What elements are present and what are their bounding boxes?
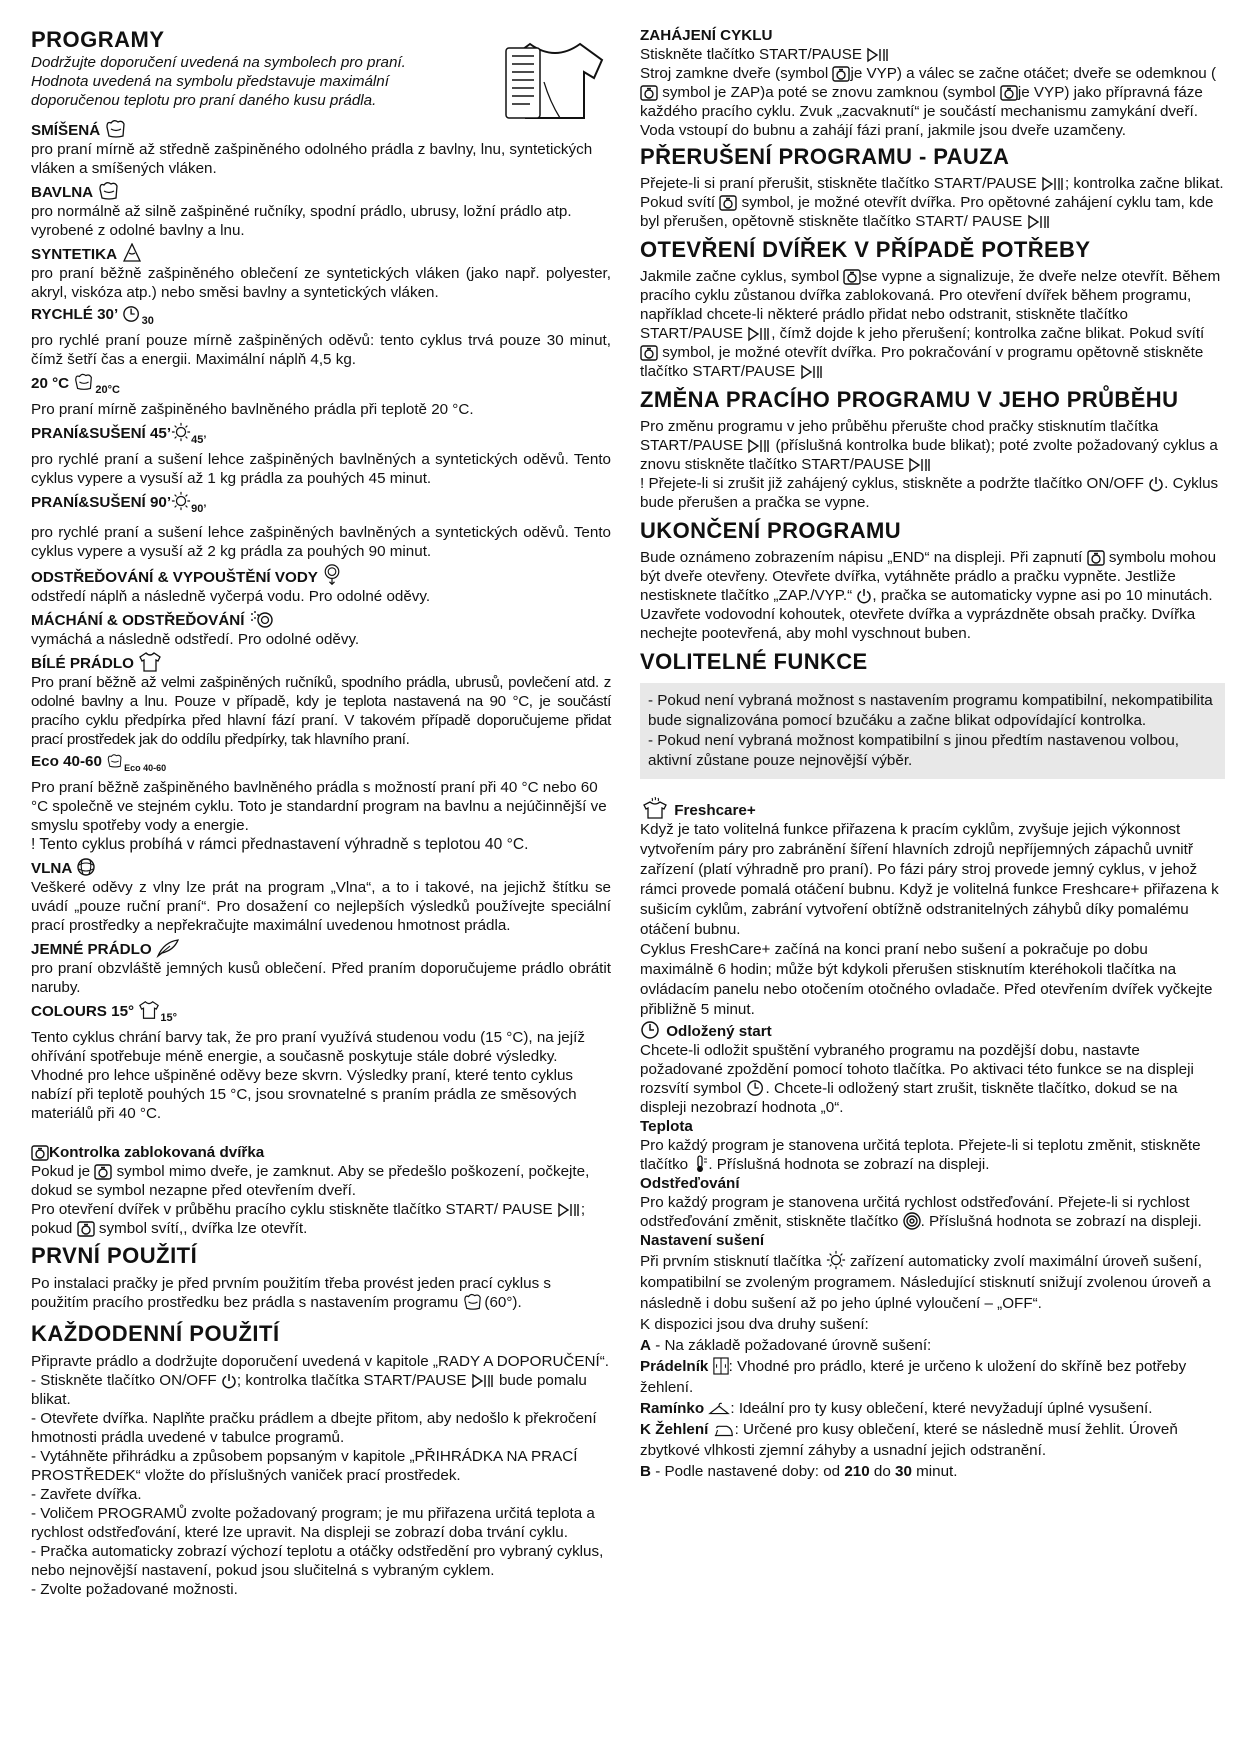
program-name: Eco 40-60 <box>31 753 102 770</box>
text: do <box>869 1463 896 1480</box>
daily-use-step: Připravte prádlo a dodržujte doporučení uvedená v kapitole „RADY A DOPORUČENÍ“. <box>31 1353 609 1370</box>
text: (příslušná kontrolka bude blikat); poté zvolte požadovaný cyklus a znovu stiskněte tlačítko START/PAUSE <box>640 437 1218 473</box>
text: symbol, je možné otevřít dvířka. Pro opětovné zahájení cyklu tam, kde byl přerušen, opětovně stiskněte tlačítko START/ PAUSE <box>640 194 1214 230</box>
program-rapid-30 <box>31 305 611 369</box>
start-pause-icon <box>800 364 824 380</box>
program-colours-15 <box>31 1000 611 1123</box>
program-description: vymáchá a následně odstředí. Pro odolné oděvy. <box>31 631 360 648</box>
delay-start-icon <box>640 1020 662 1040</box>
text: Pro každý program je stanovena určitá rychlost odstřeďování. Přejete-li si rychlost odstřeďování změnit, stiskněte tlačítko <box>640 1194 1190 1230</box>
program-name: VLNA <box>31 860 72 877</box>
change-program-title: ZMĚNA PRACÍHO PROGRAMU V JEHO PRŮBĚHU <box>640 387 1179 412</box>
wash-dry-45-icon <box>171 422 191 442</box>
delay-start-title: Odložený start <box>666 1023 772 1040</box>
pause-section <box>640 144 1225 231</box>
start-title: ZAHÁJENÍ CYKLU <box>640 27 773 44</box>
door-lock-icon <box>832 66 850 82</box>
program-name: PRANÍ&SUŠENÍ 90’ <box>31 494 172 511</box>
text: : Vhodné pro prádlo, které je určeno k uložení do skříně bez potřeby žehlení. <box>640 1358 1187 1396</box>
program-name: PRANÍ&SUŠENÍ 45’ <box>31 425 172 442</box>
power-icon <box>1148 476 1164 492</box>
pause-title: PŘERUŠENÍ PROGRAMU - PAUZA <box>640 144 1010 169</box>
text: Bude oznámeno zobrazením nápisu „END“ na displeji. Při zapnutí <box>640 549 1083 566</box>
text: symbol svítí,, dvířka lze otevřít. <box>98 1220 308 1237</box>
text: - Na základě požadované úrovně sušení: <box>650 1337 932 1354</box>
options-title: VOLITELNÉ FUNKCE <box>640 649 868 674</box>
door-lock-icon <box>843 269 861 285</box>
text: Pokud je <box>31 1163 91 1180</box>
start-pause-icon <box>471 1373 495 1389</box>
eco-40-60-icon <box>106 752 124 770</box>
temperature-title: Teplota <box>640 1118 693 1135</box>
door-lock-icon <box>1000 85 1018 101</box>
daily-use-step: - Vytáhněte přihrádku a způsobem popsaným v kapitole „PŘIHRÁDKA NA PRACÍ PROSTŘEDEK“ vložte do příslušných vaniček prací prostředek. <box>31 1448 578 1484</box>
text: 30 <box>895 1463 912 1480</box>
wash-dry-90-icon <box>171 491 191 511</box>
daily-use-step: - Otevřete dvířka. Naplňte pračku prádlem a dbejte přitom, aby nedošlo k překročení hmotnosti prádla uvedené v tabulce programů. <box>31 1410 597 1446</box>
daily-use-section <box>31 1320 611 1599</box>
mixed-icon <box>104 119 128 139</box>
program-name: SMÍŠENÁ <box>31 122 101 139</box>
text: je VYP) jako přípravná fáze každého pracího cyklu. Zvuk „zacvaknutí“ je součástí mechanismu zamykání dveří. Voda vstoupí do bubnu a zahájí fázi praní, jakmile jsou dveře uzamčeny. <box>640 84 1203 139</box>
text: minut. <box>911 1463 958 1480</box>
program-spin-drain <box>31 564 611 606</box>
text: Přejete-li si praní přerušit, stiskněte tlačítko START/PAUSE <box>640 175 1037 192</box>
text: A <box>640 1337 651 1354</box>
daily-use-title: KAŽDODENNÍ POUŽITÍ <box>31 1321 280 1346</box>
text: ; pokud <box>31 1201 586 1237</box>
hanger-icon <box>708 1401 730 1417</box>
program-description: Pro praní běžně zašpiněného bavlněného prádla s možností praní při 40 °C nebo 60 °C společně ve stejném cyklu. Toto je standardní program na bavlnu a nejúčinnější ve smyslu spotřeby vody a energie. <box>31 779 607 834</box>
spin-drain-icon <box>322 564 342 586</box>
spin-icon <box>903 1212 921 1230</box>
text: symbol, je možné otevřít dvířka. Pro pokračování v programu opětovně stiskněte tlačítko START/PAUSE <box>640 344 1204 380</box>
program-description: Veškeré oděvy z vlny lze prát na program „Vlna“, a to i takové, na jejichž štítku se uvádí „pouze ruční praní“. Pro dosažení co nejlepších výsledků používejte speciální prací prostředky a nepřekračujte maximální uvedenou hmotnost prádla. <box>31 879 611 934</box>
text: , čímž dojde k jeho přerušení; kontrolka začne blikat. Pokud svítí <box>771 325 1205 342</box>
text: : Určené pro kusy oblečení, které se následně musí žehlit. Úroveň zbytkové vlhkosti zjemní záhyby a usnadní jejich odstranění. <box>640 1421 1178 1459</box>
icon-label: 90’ <box>191 503 207 515</box>
text: symbol je ZAP)a poté se znovu zamknou (symbol <box>662 84 996 101</box>
door-lock-icon <box>1087 550 1105 566</box>
compatibility-note-box <box>640 683 1225 779</box>
text: zařízení automaticky zvolí maximální úroveň sušení, kompatibilní se zvoleným programem. Následující stisknutí snižují zvolenou úroveň a následně i dobu sušení až po jeho úplné vyloučení – „OFF“. <box>640 1253 1211 1312</box>
text: Pro každý program je stanovena určitá teplota. Přejete-li si teplotu změnit, stiskněte tlačítko <box>640 1137 1201 1173</box>
iron-icon <box>713 1422 735 1438</box>
spin-title: Odstřeďování <box>640 1175 740 1192</box>
door-lock-icon <box>640 345 658 361</box>
program-description: Pro praní mírně zašpiněného bavlněného prádla při teplotě 20 °C. <box>31 401 474 418</box>
door-lock-title: Kontrolka zablokovaná dvířka <box>49 1144 265 1161</box>
first-use-section <box>31 1242 611 1312</box>
program-white <box>31 652 611 749</box>
drying-types: K dispozici jsou dva druhy sušení: <box>640 1316 869 1333</box>
programs-title: PROGRAMY <box>31 27 165 52</box>
program-name: 20 °C <box>31 375 70 392</box>
start-pause-icon <box>747 438 771 454</box>
door-lock-section <box>31 1143 611 1238</box>
compatibility-note: - Pokud není vybraná možnost kompatibilní s jinou předtím nastavenou volbou, aktivní zůstane pouze nejnovější výběr. <box>648 732 1180 769</box>
text: Pro změnu programu v jeho průběhu přerušte chod pračky stisknutím tlačítka START/PAUSE <box>640 418 1159 454</box>
program-description: Pro praní běžně až velmi zašpiněných ručníků, spodního prádla, ubrusů, povlečení atd. z odolné bavlny a lnu. Pouze v případě, kdy je teplota nastavená na 90 °C, je součástí pracího cyklu předpírka před hlavní fází praní. V takovém případě doporučujeme přidat prací prostředek jak do oddílu předpírky, tak hlavního praní. <box>31 674 611 748</box>
drying-title: Nastavení sušení <box>640 1232 765 1249</box>
start-pause-icon <box>908 457 932 473</box>
program-name: SYNTETIKA <box>31 246 117 263</box>
freshcare-text: Když je tato volitelná funkce přiřazena k pracím cyklům, zvyšuje jejich výkonnost vytvořením páry pro zabránění šíření hlavních zdrojů nepříjemných zápachů uvnitř zařízení (platí výhradně pro praní). Po fázi páry stroj provede jemný cyklus, v jehož rámci provede pomalá otáčení bubnu. Když je volitelná funkce Freshcare+ přiřazena k sušicím cyklům, zabrání vytvoření obtížně odstranitelných záhybů díky pomalému otáčení bubnu. <box>640 821 1219 938</box>
program-description: pro praní mírně až středně zašpiněného odolného prádla z bavlny, lnu, syntetických vláken a smíšených vláken. <box>31 141 593 177</box>
text: . Cyklus bude přerušen a pračka se vypne. <box>640 475 1219 511</box>
cupboard-icon <box>713 1357 729 1375</box>
programs-intro: Dodržujte doporučení uvedená na symbolech pro praní. Hodnota uvedená na symbolu představuje maximální doporučenou teplotu pro praní daného kusu prádla. <box>31 54 406 109</box>
freshcare-title: Freshcare+ <box>674 802 756 819</box>
text: symbol mimo dveře, je zamknut. Aby se předešlo poškození, počkejte, dokud se symbol nezapne před otevřením dveří. <box>31 1163 590 1199</box>
icon-label: 30 <box>141 315 154 327</box>
program-description: pro rychlé praní a sušení lehce zašpiněných bavlněných a syntetických oděvů. Tento cyklus vypere a vysuší až 2 kg prádla za pouhých 90 minut. <box>31 524 611 560</box>
start-pause-icon <box>747 326 771 342</box>
text: se vypne a signalizuje, že dveře nelze otevřít. Během pracího cyklu zůstanou dvířka zablokovaná. Pro otevření dvířek během programu, například chcete-li některé prádlo přidat nebo odstranit, stiskněte tlačítko START/PAUSE <box>640 268 1221 342</box>
text: je VYP) a válec se začne otáčet; dveře se odemknou ( <box>850 65 1217 82</box>
program-name: JEMNÉ PRÁDLO <box>31 941 152 958</box>
rinse-spin-icon <box>249 609 273 629</box>
program-delicate <box>31 938 611 997</box>
program-description: pro praní běžně zašpiněného oblečení ze syntetických vláken (jako např. polyester, akryl, viskóza atp.) nebo směsi bavlny a syntetických vláken. <box>31 265 611 301</box>
delay-start-icon <box>746 1079 766 1097</box>
open-door-title: OTEVŘENÍ DVÍŘEK V PŘÍPADĚ POTŘEBY <box>640 237 1091 262</box>
program-description: pro normálně až silně zašpiněné ručníky, spodní prádlo, ubrusy, ložní prádlo atp. vyrobené z odolné bavlny a lnu. <box>31 203 572 239</box>
end-program-section <box>640 518 1225 643</box>
text: Prádelník <box>640 1358 709 1375</box>
daily-use-step: - Zavřete dvířka. <box>31 1486 142 1503</box>
text: bude pomalu blikat. <box>31 1372 587 1408</box>
options-section <box>640 649 1225 1482</box>
program-20c <box>31 372 611 419</box>
text: ; kontrolka začne blikat. Pokud svítí <box>640 175 1224 211</box>
20c-icon <box>73 372 95 392</box>
text: K Žehlení <box>640 1421 709 1438</box>
program-cotton <box>31 181 611 240</box>
program-eco-40-60 <box>31 752 611 854</box>
power-icon <box>221 1373 237 1389</box>
text: . Příslušná hodnota se zobrazí na displeji. <box>708 1156 990 1173</box>
start-pause-icon <box>557 1202 581 1218</box>
program-description: pro rychlé praní pouze mírně zašpiněných oděvů: tento cyklus trvá pouze 30 minut, čímž šetří čas a energii. Maximální náplň 4,5 kg. <box>31 332 611 368</box>
daily-use-step: - Zvolte požadované možnosti. <box>31 1581 238 1598</box>
program-note: ! Tento cyklus probíhá v rámci přednastavení výhradně s teplotou 40 °C. <box>31 836 529 853</box>
program-name: MÁCHÁNÍ & ODSTŘEĎOVÁNÍ <box>31 612 245 629</box>
program-name: RYCHLÉ 30’ <box>31 306 118 323</box>
start-pause-icon <box>1027 214 1051 230</box>
power-icon <box>856 588 872 604</box>
text: ! Přejete-li si zrušit již zahájený cyklus, stiskněte a podržte tlačítko ON/OFF <box>640 475 1144 492</box>
synthetic-icon <box>121 243 143 263</box>
colours-15-icon <box>138 1000 160 1020</box>
program-name: BAVLNA <box>31 184 93 201</box>
text: Stiskněte tlačítko START/PAUSE <box>640 46 862 63</box>
delicate-icon <box>156 938 180 958</box>
program-description: pro praní obzvláště jemných kusů oblečení. Před praním doporučujeme prádlo obrátit naruby. <box>31 960 611 996</box>
compatibility-note: - Pokud není vybraná možnost s nastavením programu kompatibilní, nekompatibilita bude signalizována pomocí bzučáku a začne blikat odpovídající kontrolka. <box>648 692 1213 729</box>
text: symbolu mohou být dveře otevřeny. Otevřete dvířka, vytáhněte prádlo a pračku vypněte. Jestliže nestisknete tlačítko „ZAP./VYP.“ <box>640 549 1217 604</box>
text: Jakmile začne cyklus, symbol <box>640 268 840 285</box>
wool-icon <box>76 857 96 877</box>
text: . Příslušná hodnota se zobrazí na displeji. <box>920 1213 1202 1230</box>
freshcare-text: Cyklus FreshCare+ začíná na konci praní nebo sušení a pokračuje po dobu maximálně 6 hodin; může být kdykoli přerušen stisknutím kteréhokoli tlačítka na ovládacím panelu nebo otočením otočného ovladače. Před otevřením dvířek vyčkejte přibližně 5 minut. <box>640 941 1213 1018</box>
white-shirt-icon <box>138 652 162 672</box>
cotton-icon <box>97 181 121 201</box>
change-program-section <box>640 387 1225 512</box>
daily-use-step: - Voličem PROGRAMŮ zvolte požadovaný program; je mu přiřazena určitá teplota a rychlost odstřeďování, které lze upravit. Na displeji se zobrazí doba trvání cyklu. <box>31 1505 595 1541</box>
text: ; kontrolka tlačítka START/PAUSE <box>236 1372 467 1389</box>
end-program-title: UKONČENÍ PROGRAMU <box>640 518 902 543</box>
text: Pro otevření dvířek v průběhu pracího cyklu stiskněte tlačítko START/ PAUSE <box>31 1201 553 1218</box>
program-wool <box>31 857 611 935</box>
program-wash-dry-45 <box>31 422 611 488</box>
program-wash-dry-90 <box>31 491 611 561</box>
door-lock-icon <box>94 1164 112 1180</box>
rapid-30-icon <box>122 305 142 323</box>
door-lock-icon <box>640 85 658 101</box>
text: Stroj zamkne dveře (symbol <box>640 65 829 82</box>
icon-label: 20°C <box>95 384 120 396</box>
program-mixed <box>31 119 611 178</box>
program-name: ODSTŘEĎOVÁNÍ & VYPOUŠTĚNÍ VODY <box>31 569 318 586</box>
right-column <box>640 26 1225 1482</box>
text: - Podle nastavené doby: od <box>650 1463 845 1480</box>
text: Chcete-li odložit spuštění vybraného programu na pozdější dobu, nastavte požadované zpoždění pomocí tohoto tlačítka. Po aktivaci této funkce se na displeji rozsvítí symbol <box>640 1042 1194 1097</box>
text: : Ideální pro ty kusy oblečení, které nevyžadují úplné vysušení. <box>730 1400 1153 1417</box>
cotton-icon <box>462 1293 484 1311</box>
daily-use-step: - Pračka automaticky zobrazí výchozí teplotu a otáčky odstředění pro vybraný cyklus, nebo nejnovější nastavení, pokud jsou slučitelná s vybraným cyklem. <box>31 1543 604 1579</box>
door-lock-icon <box>77 1221 95 1237</box>
start-section <box>640 26 1225 140</box>
thermometer-icon <box>692 1155 708 1173</box>
program-name: COLOURS 15° <box>31 1003 135 1020</box>
text: 210 <box>844 1463 870 1480</box>
program-description: pro rychlé praní a sušení lehce zašpiněných bavlněných a syntetických oděvů. Tento cyklus vypere a vysuší až 1 kg prádla za pouhých 45 minut. <box>31 451 611 487</box>
icon-label: 45’ <box>191 434 207 446</box>
door-lock-icon <box>31 1145 49 1161</box>
text: Při prvním stisknutí tlačítka <box>640 1253 822 1270</box>
door-lock-icon <box>719 195 737 211</box>
program-synthetic <box>31 243 611 302</box>
drying-icon <box>826 1250 846 1270</box>
program-name: BÍLÉ PRÁDLO <box>31 655 134 672</box>
icon-label: 15° <box>160 1012 177 1024</box>
program-description: Tento cyklus chrání barvy tak, že pro praní využívá studenou vodu (15 °C), na jejíž ohřívání spotřebuje méně energie, a současně poskytuje stále dobré výsledky. Vhodné pro lehce ušpiněné oděvy beze skvrn. Výsledky praní, které tento cyklus nabízí při teplotě pouhých 15 °C, jsou srovnatelné s praním prádla ze směsových materiálů při 40 °C. <box>31 1029 585 1122</box>
program-rinse-spin <box>31 609 611 649</box>
freshcare-icon <box>640 797 670 819</box>
text: , pračka se automaticky vypne asi po 10 minutách. Uzavřete vodovodní kohoutek, otevřete dvířka a vyprázdněte obsah pračky. Dvířka nechejte pootevřená, aby mohl vyschnout buben. <box>640 587 1213 642</box>
program-description: odstředí náplň a následně vyčerpá vodu. Pro odolné oděvy. <box>31 588 431 605</box>
start-pause-icon <box>866 47 890 63</box>
icon-label: Eco 40-60 <box>124 763 167 773</box>
first-use-title: PRVNÍ POUŽITÍ <box>31 1243 198 1268</box>
text: (60°). <box>484 1294 522 1311</box>
text: Po instalaci pračky je před prvním použitím třeba provést jeden prací cyklus s použitím pracího prostředku bez prádla s nastavením programu <box>31 1275 551 1311</box>
text: - Stiskněte tlačítko ON/OFF <box>31 1372 217 1389</box>
text: . Chcete-li odložený start zrušit, tiskněte tlačítko, dokud se na displeji nezobrazí hodnota „0“. <box>640 1080 1178 1116</box>
text: Ramínko <box>640 1400 705 1417</box>
left-column <box>31 26 611 1599</box>
open-door-section <box>640 237 1225 381</box>
text: B <box>640 1463 651 1480</box>
start-pause-icon <box>1041 176 1065 192</box>
